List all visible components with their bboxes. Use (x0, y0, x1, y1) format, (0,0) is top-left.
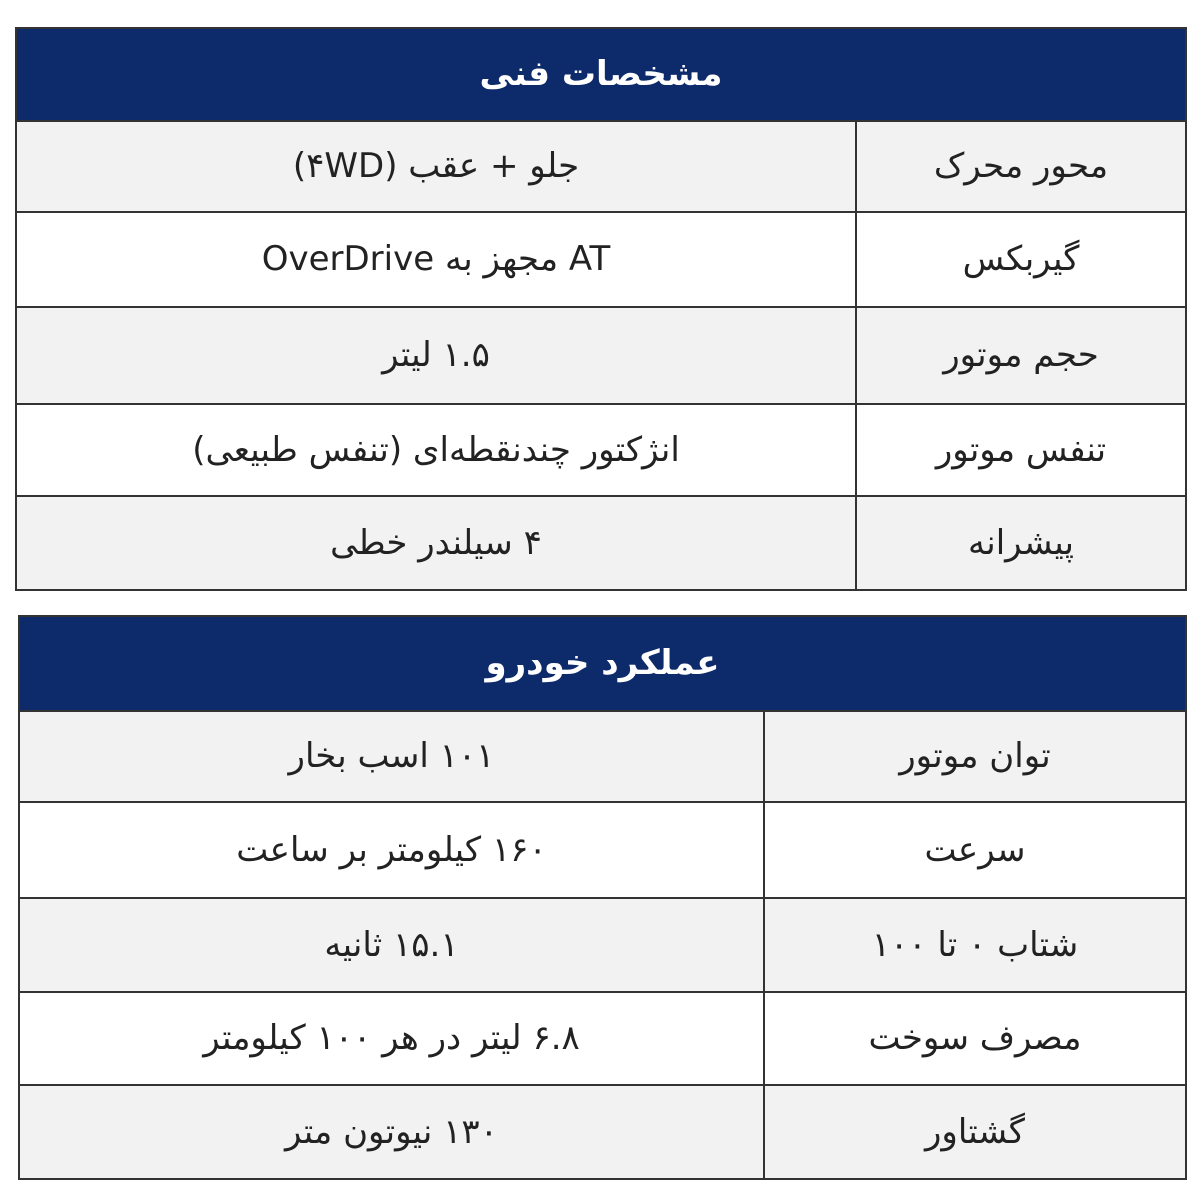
performance-value: ۱۵.۱ ثانیه (19, 898, 764, 992)
performance-value: ۶.۸ لیتر در هر ۱۰۰ کیلومتر (19, 992, 764, 1085)
spec-label: پیشرانه (856, 496, 1186, 590)
vehicle-performance-header-row (19, 616, 1186, 711)
table-row (16, 496, 1186, 590)
table-row (19, 898, 1186, 992)
performance-value: ۱۶۰ کیلومتر بر ساعت (19, 802, 764, 898)
vehicle-performance-title: عملکرد خودرو (19, 616, 1186, 711)
spec-label: حجم موتور (856, 307, 1186, 404)
spec-label: گیربکس (856, 212, 1186, 307)
spec-value: AT مجهز به OverDrive (16, 212, 856, 307)
vehicle-performance-table (18, 615, 1187, 1180)
spec-value: ۴ سیلندر خطی (16, 496, 856, 590)
table-row (19, 1085, 1186, 1179)
performance-value: ۱۰۱ اسب بخار (19, 711, 764, 802)
table-row (16, 307, 1186, 404)
table-row (19, 802, 1186, 898)
performance-label: شتاب ۰ تا ۱۰۰ (764, 898, 1186, 992)
performance-label: گشتاور (764, 1085, 1186, 1179)
table-row (19, 711, 1186, 802)
performance-value: ۱۳۰ نیوتون متر (19, 1085, 764, 1179)
technical-specs-table (15, 27, 1187, 591)
performance-label: مصرف سوخت (764, 992, 1186, 1085)
spec-label: محور محرک (856, 121, 1186, 212)
table-row (16, 212, 1186, 307)
spec-label: تنفس موتور (856, 404, 1186, 496)
technical-specs-title: مشخصات فنی (16, 28, 1186, 121)
performance-label: سرعت (764, 802, 1186, 898)
table-row (19, 992, 1186, 1085)
technical-specs-header-row (16, 28, 1186, 121)
table-row (16, 121, 1186, 212)
spec-value: جلو + عقب (۴WD) (16, 121, 856, 212)
table-row (16, 404, 1186, 496)
spec-value: انژکتور چندنقطه‌ای (تنفس طبیعی) (16, 404, 856, 496)
spec-value: ۱.۵ لیتر (16, 307, 856, 404)
performance-label: توان موتور (764, 711, 1186, 802)
